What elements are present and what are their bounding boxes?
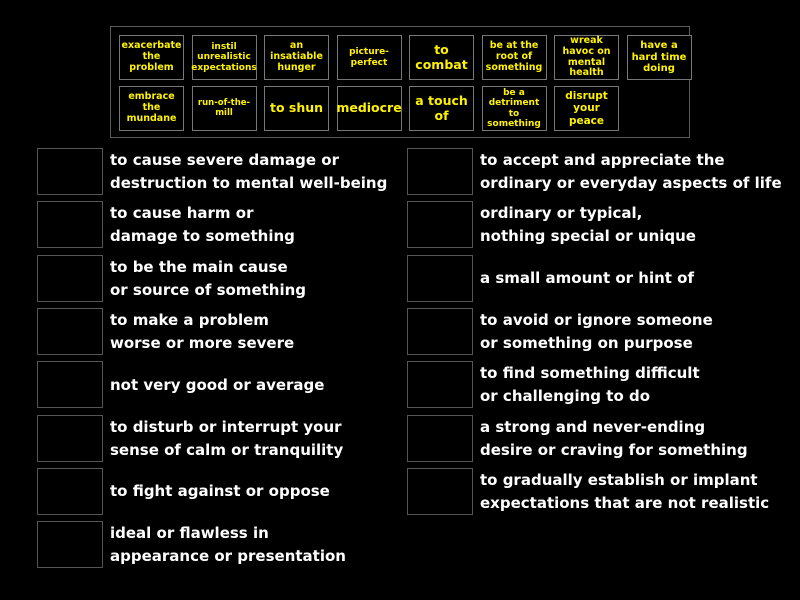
word-tile[interactable]: wreak havoc on mental health [554, 35, 619, 80]
drop-slot[interactable] [407, 201, 473, 248]
drop-slot[interactable] [407, 308, 473, 355]
definition-text: to be the main cause or source of something [110, 257, 307, 299]
word-bank [110, 26, 690, 138]
word-tile[interactable]: disrupt your peace [554, 86, 619, 131]
drop-slot[interactable] [407, 148, 473, 195]
definition-text: to avoid or ignore someone or something on purpose [480, 310, 713, 352]
definition-text: a small amount or hint of [480, 269, 694, 288]
drop-slot[interactable] [37, 361, 103, 408]
definition-text: to disturb or interrupt your sense of calm or tranquility [110, 417, 344, 459]
drop-slot[interactable] [407, 255, 473, 302]
drop-slot[interactable] [37, 255, 103, 302]
drop-slot[interactable] [407, 415, 473, 462]
definition-text: ordinary or typical, nothing special or unique [480, 204, 696, 246]
drop-slot[interactable] [407, 361, 473, 408]
definition-text: to cause harm or damage to something [110, 204, 295, 246]
definition-text: to make a problem worse or more severe [110, 310, 295, 352]
word-tile[interactable]: mediocre [337, 86, 402, 131]
word-tile[interactable]: to shun [264, 86, 329, 131]
drop-slot[interactable] [37, 468, 103, 515]
drop-slot[interactable] [37, 308, 103, 355]
word-tile[interactable]: be a detriment to something [482, 86, 547, 131]
definition-text: to gradually establish or implant expectations that are not realistic [480, 470, 770, 512]
word-tile[interactable]: a touch of [409, 86, 474, 131]
definition-text: to fight against or oppose [110, 482, 330, 501]
word-tile[interactable]: instil unrealistic expectations [192, 35, 257, 80]
word-tile[interactable]: picture-perfect [337, 35, 402, 80]
word-tile[interactable]: have a hard time doing [627, 35, 692, 80]
word-tile[interactable]: be at the root of something [482, 35, 547, 80]
word-tile[interactable]: embrace the mundane [119, 86, 184, 131]
definition-text: not very good or average [110, 375, 325, 394]
word-tile[interactable]: exacerbate the problem [119, 35, 184, 80]
word-tile[interactable]: an insatiable hunger [264, 35, 329, 80]
word-tile[interactable]: to combat [409, 35, 474, 80]
drop-slot[interactable] [407, 468, 473, 515]
definition-text: to cause severe damage or destruction to mental well-being [110, 151, 388, 192]
definition-text: to accept and appreciate the ordinary or everyday aspects of life [480, 151, 782, 192]
drop-slot[interactable] [37, 521, 103, 568]
definition-text: a strong and never-ending desire or craving for something [480, 417, 748, 459]
definition-text: ideal or flawless in appearance or presentation [110, 524, 346, 566]
drop-slot[interactable] [37, 201, 103, 248]
drop-slot[interactable] [37, 148, 103, 195]
drop-slot[interactable] [37, 415, 103, 462]
definition-text: to find something difficult or challenging to do [480, 364, 700, 406]
word-tile[interactable]: run-of-the-mill [192, 86, 257, 131]
